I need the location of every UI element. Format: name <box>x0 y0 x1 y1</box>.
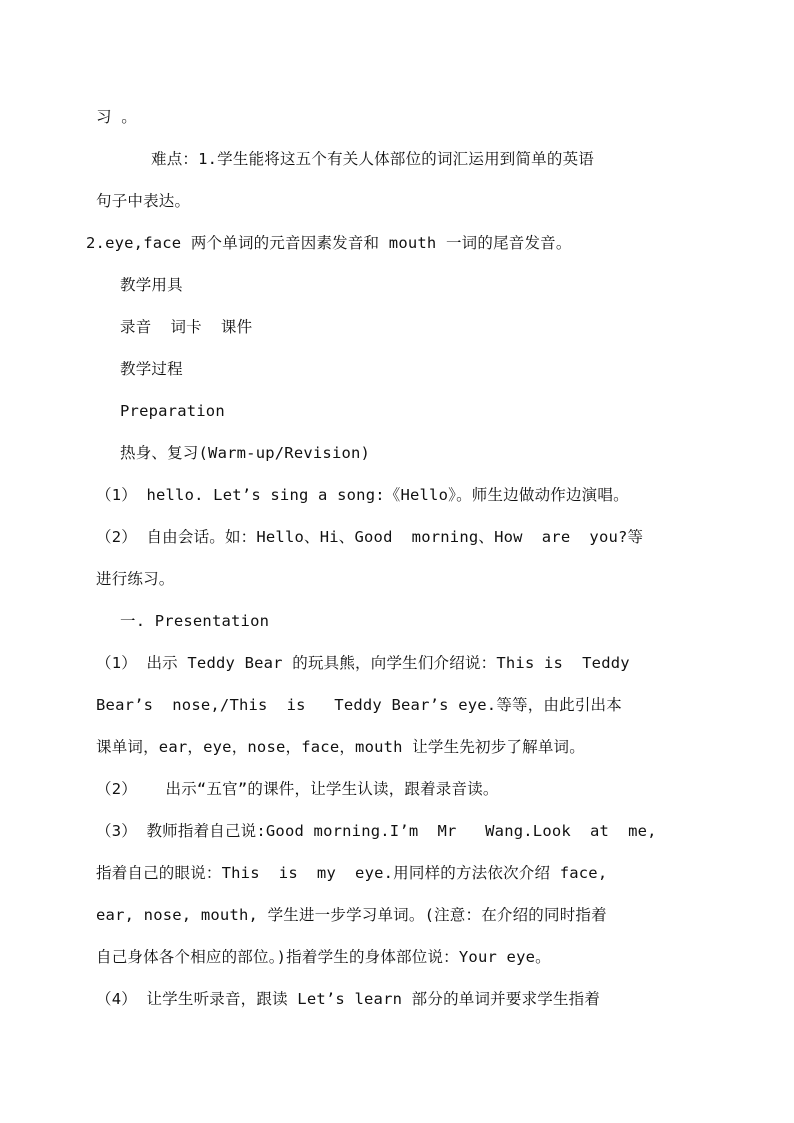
text-line-20: ear, nose, mouth, 学生进一步学习单词。(注意：在介绍的同时指着 <box>96 906 607 924</box>
text-line-17: （2） 出示“五官”的课件，让学生认读，跟着录音读。 <box>96 780 499 798</box>
text-line-18: （3） 教师指着自己说:Good morning.I’m Mr Wang.Look at me, <box>96 822 657 840</box>
text-line-14: （1） 出示 Teddy Bear 的玩具熊，向学生们介绍说：This is Teddy <box>96 654 630 672</box>
text-line-15: Bear’s nose,/This is Teddy Bear’s eye.等等，由此引出本 <box>96 696 622 714</box>
text-line-3: 句子中表达。 <box>96 192 191 210</box>
text-line-2: 难点：1.学生能将这五个有关人体部位的词汇运用到简单的英语 <box>151 150 594 168</box>
text-line-19: 指着自己的眼说：This is my eye.用同样的方法依次介绍 face, <box>96 864 608 882</box>
text-line-6: 录音 词卡 课件 <box>120 318 253 336</box>
text-line-13: 一. Presentation <box>120 612 270 630</box>
text-line-7: 教学过程 <box>120 360 183 378</box>
text-line-16: 课单词，ear，eye，nose，face，mouth 让学生先初步了解单词。 <box>96 738 585 756</box>
text-line-12: 进行练习。 <box>96 570 175 588</box>
text-line-21: 自己身体各个相应的部位。)指着学生的身体部位说：Your eye。 <box>96 948 551 966</box>
text-line-10: （1） hello. Let’s sing a song:《Hello》。师生边做动作边演唱。 <box>96 486 629 504</box>
text-line-5: 教学用具 <box>120 276 183 294</box>
text-line-22: （4） 让学生听录音，跟读 Let’s learn 部分的单词并要求学生指着 <box>96 990 601 1008</box>
text-line-11: （2） 自由会话。如：Hello、Hi、Good morning、How are you?等 <box>96 528 644 546</box>
text-line-9: 热身、复习(Warm-up/Revision) <box>120 444 371 462</box>
text-line-1: 习 。 <box>96 108 137 126</box>
text-line-8: Preparation <box>120 402 225 420</box>
text-line-4: 2.eye,face 两个单词的元音因素发音和 mouth 一词的尾音发音。 <box>86 234 572 252</box>
